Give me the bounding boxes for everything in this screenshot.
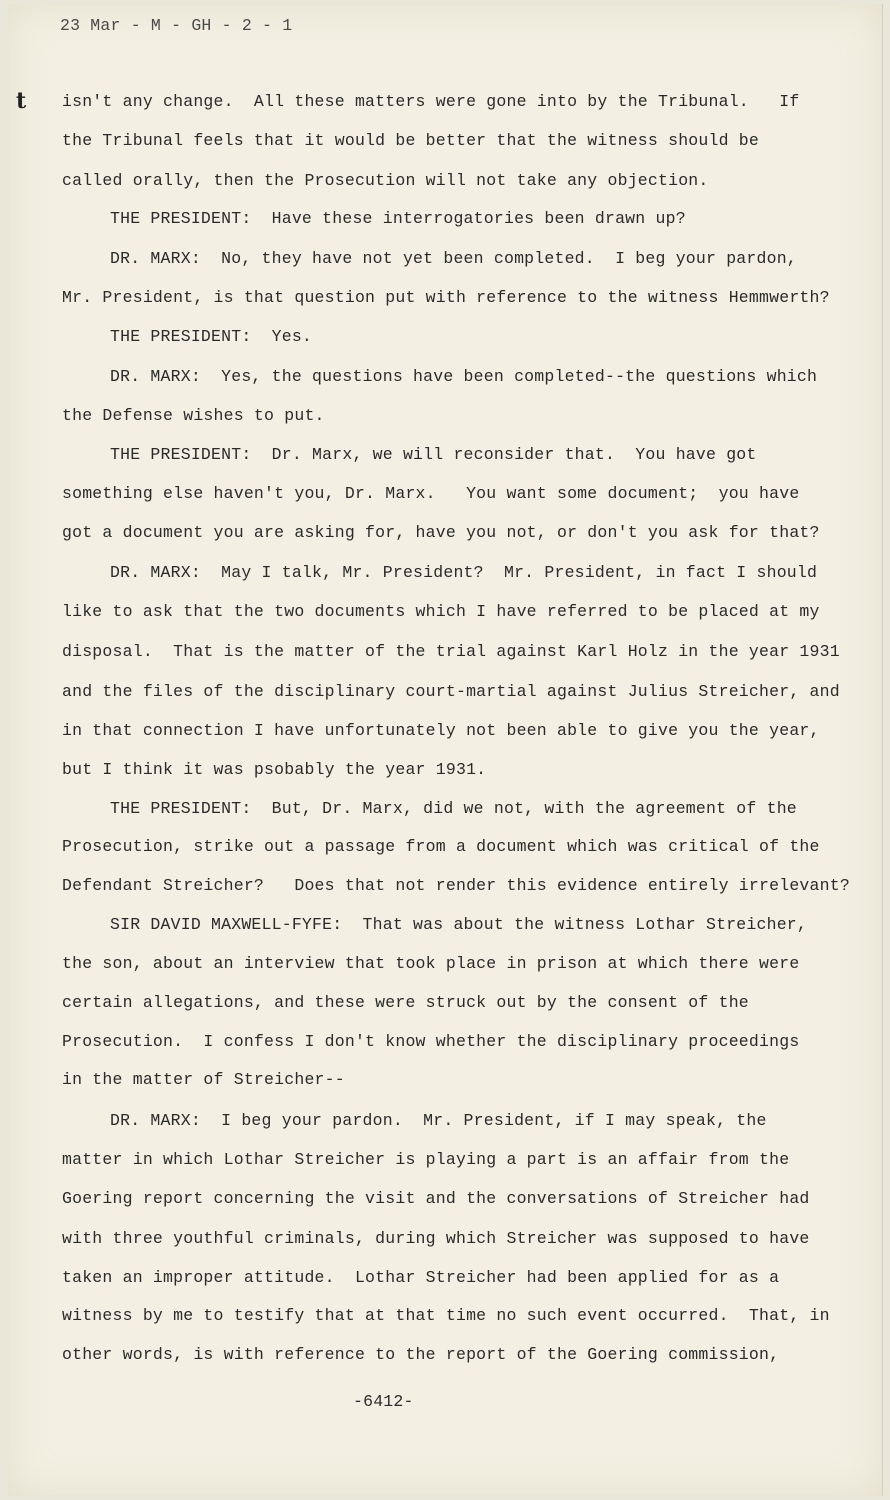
text-line: in the matter of Streicher-- xyxy=(62,1070,345,1089)
text-line: the Tribunal feels that it would be better that the witness should be xyxy=(62,131,760,150)
text-line: the Defense wishes to put. xyxy=(62,406,325,425)
page-header: 23 Mar - M - GH - 2 - 1 xyxy=(60,16,293,35)
text-line: SIR DAVID MAXWELL-FYFE: That was about the witness Lothar Streicher, xyxy=(110,915,808,934)
text-line: taken an improper attitude. Lothar Streicher had been applied for as a xyxy=(62,1268,780,1287)
text-line: DR. MARX: No, they have not yet been completed. I beg your pardon, xyxy=(110,249,797,268)
document-page xyxy=(8,4,883,1496)
text-line: in that connection I have unfortunately not been able to give you the year, xyxy=(62,721,820,740)
text-line: got a document you are asking for, have you not, or don't you ask for that? xyxy=(62,523,820,542)
text-line: called orally, then the Prosecution will not take any objection. xyxy=(62,171,709,190)
text-line: THE PRESIDENT: Yes. xyxy=(110,327,313,346)
text-line: DR. MARX: Yes, the questions have been completed--the questions which xyxy=(110,367,818,386)
text-line: Prosecution. I confess I don't know whether the disciplinary proceedings xyxy=(62,1032,800,1051)
text-line: certain allegations, and these were struck out by the consent of the xyxy=(62,993,749,1012)
page-number: -6412- xyxy=(353,1392,414,1411)
margin-handwritten-mark: t xyxy=(16,88,27,114)
text-line: Goering report concerning the visit and the conversations of Streicher had xyxy=(62,1189,810,1208)
text-line: THE PRESIDENT: Have these interrogatories been drawn up? xyxy=(110,209,686,228)
text-line: DR. MARX: I beg your pardon. Mr. President, if I may speak, the xyxy=(110,1111,767,1130)
text-line: but I think it was psobably the year 1931. xyxy=(62,760,487,779)
text-line: like to ask that the two documents which I have referred to be placed at my xyxy=(62,602,820,621)
text-line: Prosecution, strike out a passage from a document which was critical of the xyxy=(62,837,820,856)
text-line: and the files of the disciplinary court-martial against Julius Streicher, and xyxy=(62,682,840,701)
text-line: other words, is with reference to the report of the Goering commission, xyxy=(62,1345,780,1364)
text-line: Defendant Streicher? Does that not render this evidence entirely irrelevant? xyxy=(62,876,850,895)
text-line: matter in which Lothar Streicher is playing a part is an affair from the xyxy=(62,1150,790,1169)
text-line: with three youthful criminals, during which Streicher was supposed to have xyxy=(62,1229,810,1248)
text-line: DR. MARX: May I talk, Mr. President? Mr. President, in fact I should xyxy=(110,563,818,582)
text-line: something else haven't you, Dr. Marx. You want some document; you have xyxy=(62,484,800,503)
text-line: disposal. That is the matter of the trial against Karl Holz in the year 1931 xyxy=(62,642,840,661)
text-line: the son, about an interview that took place in prison at which there were xyxy=(62,954,800,973)
text-line: THE PRESIDENT: Dr. Marx, we will reconsider that. You have got xyxy=(110,445,757,464)
text-line: witness by me to testify that at that time no such event occurred. That, in xyxy=(62,1306,830,1325)
text-line: Mr. President, is that question put with reference to the witness Hemmwerth? xyxy=(62,288,830,307)
text-line: isn't any change. All these matters were gone into by the Tribunal. If xyxy=(62,92,800,111)
text-line: THE PRESIDENT: But, Dr. Marx, did we not, with the agreement of the xyxy=(110,799,797,818)
